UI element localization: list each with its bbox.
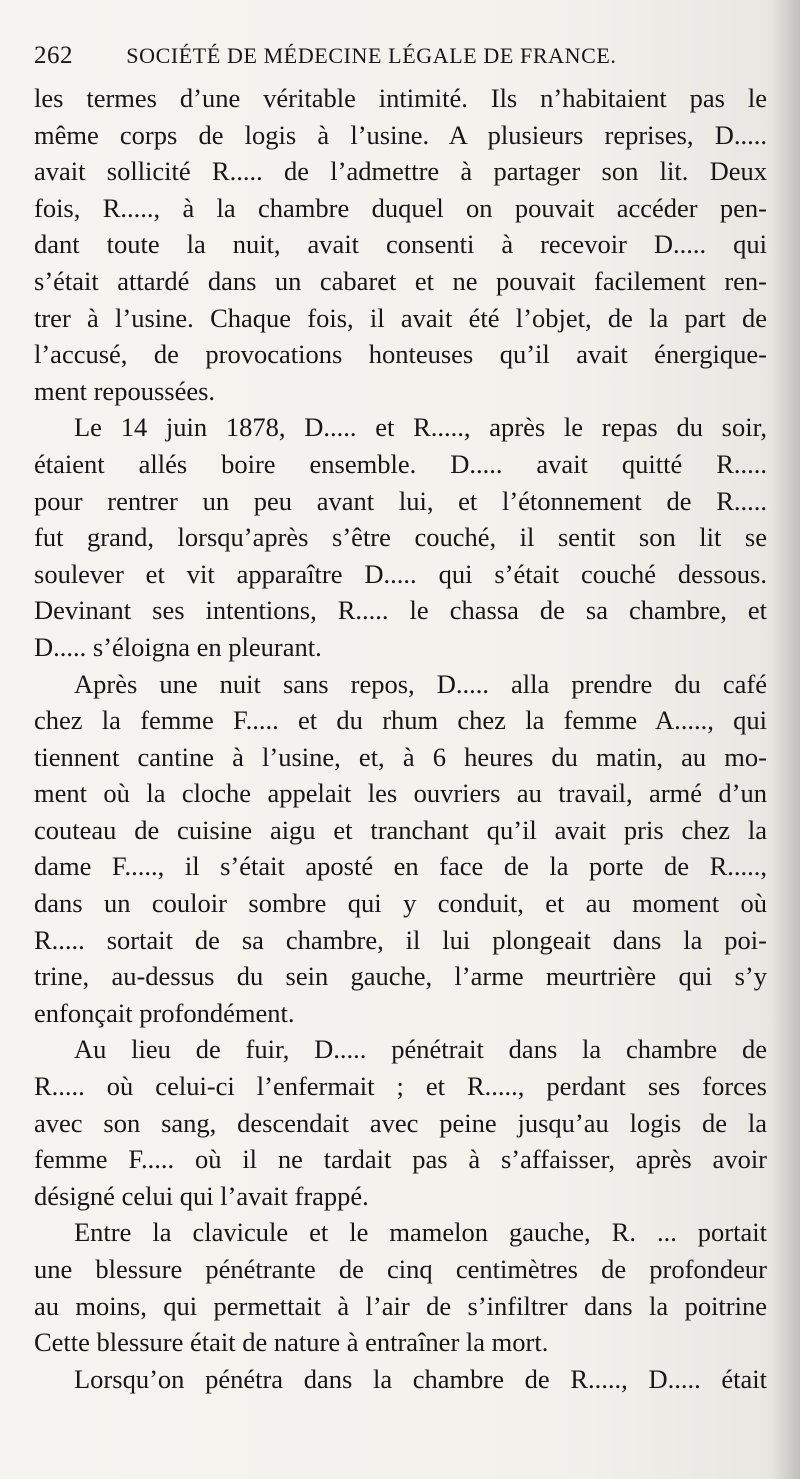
text-line: Après une nuit sans repos, D..... alla prendre du café	[74, 668, 767, 699]
text-line: Entre la clavicule et le mamelon gauche, R. ... portait	[74, 1217, 767, 1248]
text-line: pour rentrer un peu avant lui, et l’étonnement de R.....	[34, 485, 767, 516]
page-number: 262	[34, 42, 73, 69]
text-line: s’était attardé dans un cabaret et ne pouvait facilement ren-	[34, 265, 767, 296]
text-line: enfonçait profondément.	[34, 997, 295, 1028]
text-line: au moins, qui permettait à l’air de s’infiltrer dans la poitrine	[34, 1290, 767, 1321]
text-line: femme F..... où il ne tardait pas à s’affaisser, après avoir	[34, 1144, 767, 1175]
text-line: l’accusé, de provocations honteuses qu’il avait énergique-	[34, 339, 767, 370]
paragraph-5	[34, 1214, 767, 1360]
paragraph-1	[34, 80, 767, 409]
text-line: soulever et vit apparaître D..... qui s’était couché dessous.	[34, 558, 767, 589]
text-line: avec son sang, descendait avec peine jusqu’au logis de la	[34, 1107, 767, 1138]
text-line: R..... sortait de sa chambre, il lui plongeait dans la poi-	[34, 924, 767, 955]
paragraph-6	[34, 1361, 767, 1398]
text-line: dant toute la nuit, avait consenti à recevoir D..... qui	[34, 229, 767, 260]
body-text	[34, 80, 767, 1397]
page-edge-shadow	[772, 0, 800, 1479]
text-line: désigné celui qui l’avait frappé.	[34, 1180, 369, 1211]
paragraph-3	[34, 666, 767, 1032]
text-line: Devinant ses intentions, R..... le chassa de sa chambre, et	[34, 595, 767, 626]
text-line: dans un couloir sombre qui y conduit, et au moment où	[34, 888, 767, 919]
text-line: les termes d’une véritable intimité. Ils n’habitaient pas le	[34, 83, 767, 113]
text-line: étaient allés boire ensemble. D..... avait quitté R.....	[34, 448, 767, 479]
text-line: Lorsqu’on pénétra dans la chambre de R....., D..... était	[74, 1363, 767, 1394]
paragraph-4	[34, 1031, 767, 1214]
text-line: D..... s’éloigna en pleurant.	[34, 631, 322, 662]
text-line: R..... où celui-ci l’enfermait ; et R....., perdant ses forces	[34, 1071, 767, 1102]
paragraph-2	[34, 409, 767, 665]
text-line: fut grand, lorsqu’après s’être couché, il sentit son lit se	[34, 522, 767, 553]
text-line: avait sollicité R..... de l’admettre à partager son lit. Deux	[34, 156, 767, 187]
text-line: trine, au-dessus du sein gauche, l’arme meurtrière qui s’y	[34, 961, 767, 992]
text-line: Au lieu de fuir, D..... pénétrait dans la chambre de	[74, 1034, 767, 1065]
running-title: SOCIÉTÉ DE MÉDECINE LÉGALE DE FRANCE.	[126, 43, 617, 68]
text-line: trer à l’usine. Chaque fois, il avait été l’objet, de la part de	[34, 302, 767, 333]
text-line: couteau de cuisine aigu et tranchant qu’il avait pris chez la	[34, 814, 767, 845]
running-head	[34, 36, 764, 76]
text-line: ment repoussées.	[34, 375, 216, 406]
text-line: une blessure pénétrante de cinq centimètres de profondeur	[34, 1254, 767, 1284]
text-line: ment où la cloche appelait les ouvriers au travail, armé d’un	[34, 778, 767, 809]
text-line: dame F....., il s’était aposté en face de la porte de R.....,	[34, 851, 767, 882]
text-line: fois, R....., à la chambre duquel on pouvait accéder pen-	[34, 192, 767, 223]
text-line: chez la femme F..... et du rhum chez la femme A....., qui	[34, 705, 767, 736]
text-line: Cette blessure était de nature à entraîner la mort.	[34, 1327, 549, 1358]
text-line: tiennent cantine à l’usine, et, à 6 heures du matin, au mo-	[34, 741, 767, 772]
text-line: Le 14 juin 1878, D..... et R....., après le repas du soir,	[74, 412, 767, 443]
text-line: même corps de logis à l’usine. A plusieurs reprises, D.....	[34, 119, 767, 150]
